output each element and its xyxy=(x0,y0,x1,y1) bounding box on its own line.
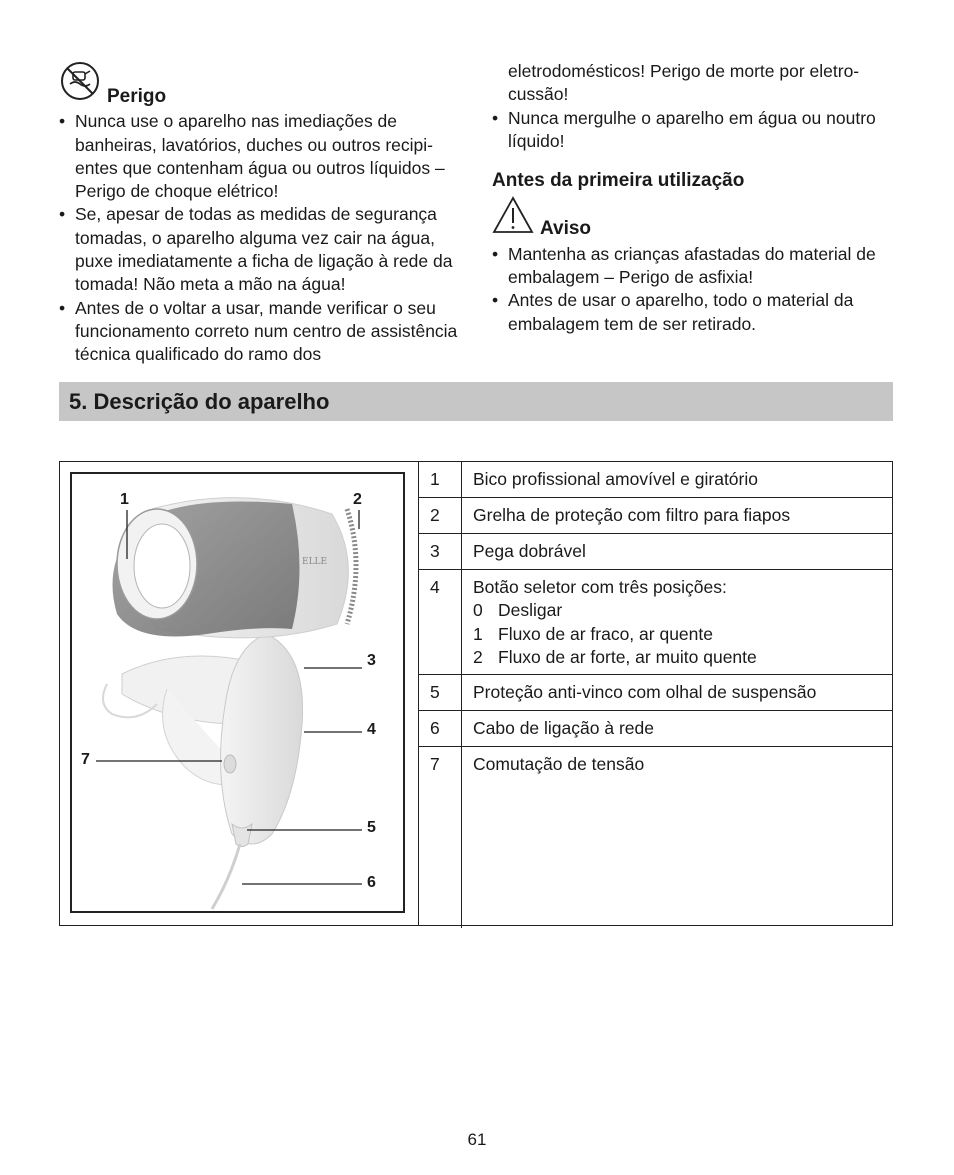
table-row xyxy=(419,462,892,498)
hair-dryer-figure xyxy=(70,472,405,913)
warning-label: Aviso xyxy=(540,218,592,240)
table-row xyxy=(419,534,892,570)
part-number: 7 xyxy=(419,747,462,928)
position-key: 0 xyxy=(473,600,483,621)
part-number: 5 xyxy=(419,675,462,710)
part-number: 4 xyxy=(419,570,462,674)
position-key: 1 xyxy=(473,623,483,644)
callout-3: 3 xyxy=(367,652,376,669)
callout-4: 4 xyxy=(367,721,376,738)
part-description: Bico profissional amovível e giratório xyxy=(473,469,758,489)
list-item: • Nunca mergulhe o aparelho em água ou noutro líquido! xyxy=(492,107,894,154)
callout-1: 1 xyxy=(120,491,129,508)
warning-heading xyxy=(492,196,894,240)
continued-text: eletrodomésticos! Perigo de morte por eletro-cussão! xyxy=(508,61,860,105)
section-title: 5. Descrição do aparelho xyxy=(69,389,330,414)
table-row xyxy=(419,711,892,747)
selector-position xyxy=(473,599,882,622)
part-description: Grelha de proteção com filtro para fiapos xyxy=(473,505,791,525)
part-description xyxy=(462,570,892,675)
part-description: Proteção anti-vinco com olhal de suspensão xyxy=(473,682,817,702)
figure-cell xyxy=(60,462,419,925)
callout-6: 6 xyxy=(367,874,376,891)
parts-list xyxy=(419,462,892,928)
table-row xyxy=(419,498,892,534)
danger-heading xyxy=(59,60,464,108)
part-number: 3 xyxy=(419,534,462,569)
callout-5: 5 xyxy=(367,819,376,836)
danger-label: Perigo xyxy=(107,86,167,107)
list-item: • Antes de usar o aparelho, todo o material da embalagem tem de ser retirado. xyxy=(492,289,894,336)
list-item: • Nunca use o aparelho nas imediações de banheiras, lavatórios, duches ou outros recipi-entes que contenham água ou outros líquidos – Perigo de choque elétrico! xyxy=(59,110,464,203)
hair-dryer-illustration xyxy=(72,474,403,911)
selector-position xyxy=(473,623,882,646)
part-number: 2 xyxy=(419,498,462,533)
part-description: Cabo de ligação à rede xyxy=(473,718,654,738)
part-number: 1 xyxy=(419,462,462,497)
page-number: 61 xyxy=(467,1130,487,1149)
warning-triangle-icon xyxy=(492,196,534,240)
danger-bullet-list xyxy=(59,110,464,366)
brand-logo-text: ELLE xyxy=(302,557,328,567)
warning-bullet-list xyxy=(492,243,894,336)
position-label: Fluxo de ar fraco, ar quente xyxy=(498,623,713,644)
before-first-use-title: Antes da primeira utilização xyxy=(492,170,745,192)
left-column xyxy=(59,60,464,367)
part-number: 6 xyxy=(419,711,462,746)
part-description: Comutação de tensão xyxy=(473,754,645,774)
table-row xyxy=(419,675,892,711)
table-row xyxy=(419,570,892,675)
list-item: • Se, apesar de todas as medidas de segurança tomadas, o aparelho alguma vez cair na água, puxe imediatamente a ficha de ligação à rede da tomada! Não meta a mão na água! xyxy=(59,203,464,296)
position-key: 2 xyxy=(473,646,483,667)
position-label: Fluxo de ar forte, ar muito quente xyxy=(498,646,757,667)
callout-2: 2 xyxy=(353,491,362,508)
no-water-icon xyxy=(59,60,101,108)
list-item: • Mantenha as crianças afastadas do material de embalagem – Perigo de asfixia! xyxy=(492,243,894,290)
table-row xyxy=(419,747,892,928)
right-column xyxy=(492,60,894,336)
callout-7: 7 xyxy=(81,751,90,768)
selector-position xyxy=(473,646,882,669)
list-item: • Antes de o voltar a usar, mande verificar o seu funcionamento correto num centro de assistência técnica qualificado do ramo dos xyxy=(59,297,464,367)
section-header-bar xyxy=(59,382,893,421)
parts-table xyxy=(59,461,893,926)
position-label: Desligar xyxy=(498,600,563,621)
danger-bullet-list-continued xyxy=(492,107,894,154)
part-description: Pega dobrável xyxy=(473,541,586,561)
selector-description: Botão seletor com três posições: xyxy=(473,577,727,597)
